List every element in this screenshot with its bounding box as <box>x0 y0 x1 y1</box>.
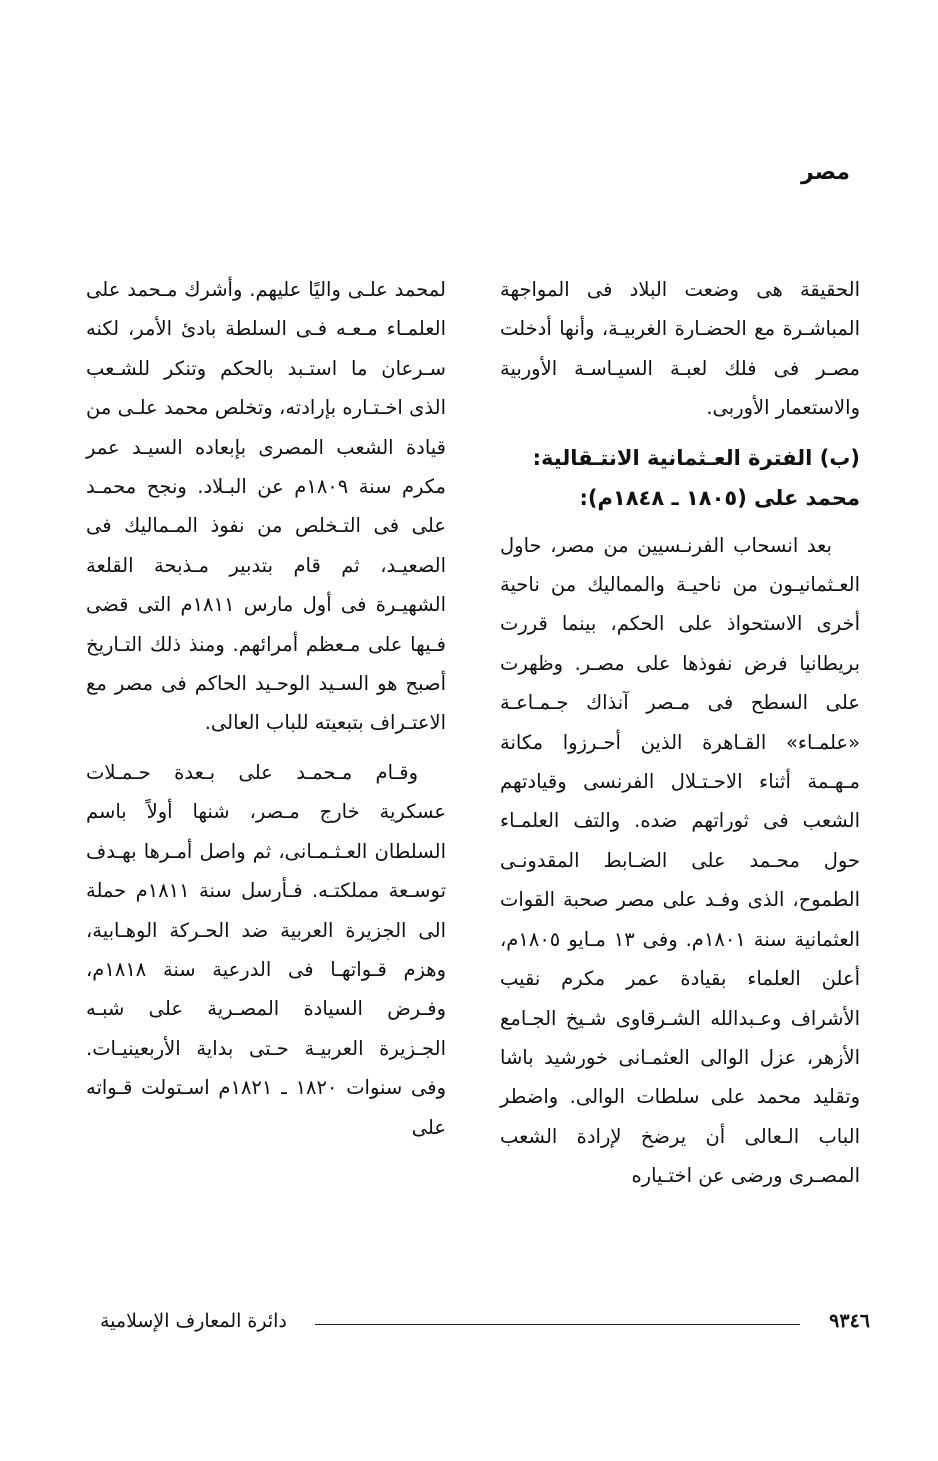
publication-title: دائرة المعارف الإسلامية <box>100 1310 287 1332</box>
paragraph: لمحمد علـى واليًا عليهم. وأشرك مـحمد على العلمـاء مـعـه فـى السلطة بادئ الأمر، لكنه سـرعان ما استـبد بالحكم وتنكر للشـعب الذى اخـتـاره بإرادته، وتخلص محمد علـى من قيادة الشعب المصرى بإبعاده السيـد عمر مكرم سنة ١٨٠٩م عن البـلاد. ونجح محمـد على فى التـخلص من نفوذ المـماليك فى الصعيـد، ثم قام بتدبير مـذبحة القلعة الشهيـرة فى أول مارس ١٨١١م التى قضى فـيها على مـعظم أمرائهم. ومنذ ذلك التـاريخ أصبح هو السـيد الوحـيد الحاكم فى مصر مع الاعتـراف بتبعيته للباب العالى. <box>86 278 447 735</box>
paragraph: وقـام مـحمـد على بـعدة حـمـلات عسكرية خارج مـصر، شنها أولاً باسم السلطان العـثـمـانى، ثم واصل أمـرها بهـدف توسـعة مملكتـه. فـأرسل سنة ١٨١١م حملة الى الجزيرة العربية ضد الحـركة الوهـابية، وهزم قـواتهـا فى الدرعية سنة ١٨١٨م، وفـرض السيادة المصـرية على شبـه الجـزيرة العربيـة حـتى بداية الأربعينيـات. وفى سنوات ١٨٢٠ ـ ١٨٢١م اسـتولت قـواته على <box>86 760 446 1139</box>
section-heading-line: (ب) الفترة العـثمانية الانتـقالية: <box>532 445 860 470</box>
section-heading <box>500 438 860 518</box>
section-heading-line: محمد على (١٨٠٥ ـ ١٨٤٨م): <box>579 485 860 510</box>
right-column <box>500 270 860 1196</box>
page-number: ٩٣٤٦ <box>829 1310 870 1332</box>
running-head: مصر <box>801 160 850 185</box>
paragraph: بعد انسحاب الفرنـسيين من مصر، حاول العـثمانيـون من ناحيـة والمماليك من ناحية أخرى الاستحواذ على الحكم، بينما قررت بريطانيا فرض نفوذها على مصـر. وظهرت على السطح فى مـصر آنذاك جـمـاعـة «علمـاء» القـاهرة الذين أحـرزوا مكانة مـهـمة أثناء الاحـتـلال الفرنسى وقيادتهم الشعب فى ثوراتهم ضده. والتف العلمـاء حول محـمد على الضـابط المقدونـى الطموح، الذى وفـد على مصر صحبة القوات العثمانية سنة ١٨٠١م. وفى ١٣ مـايو ١٨٠٥م، أعلن العلماء بقيادة عمر مكرم نقيب الأشراف وعـبدالله الشـرقاوى شـيخ الجـامع الأزهر، عزل الوالى العثمـانى خورشيد باشا وتقليد محمد على سلطات الوالى. واضطر الباب الـعالى أن يرضخ لإرادة الشعب المصـرى ورضى عن اختـياره <box>500 533 860 1188</box>
left-column <box>86 270 446 1147</box>
paragraph: الحقيقة هى وضعت البلاد فى المواجهة المباشـرة مع الحضـارة الغربيـة، وأنها أدخلت مصـر فى فلك لعبـة السيـاسـة الأوربية والاستعمار الأوربى. <box>500 278 860 420</box>
footer-rule <box>315 1324 800 1325</box>
page-footer <box>100 1310 870 1340</box>
